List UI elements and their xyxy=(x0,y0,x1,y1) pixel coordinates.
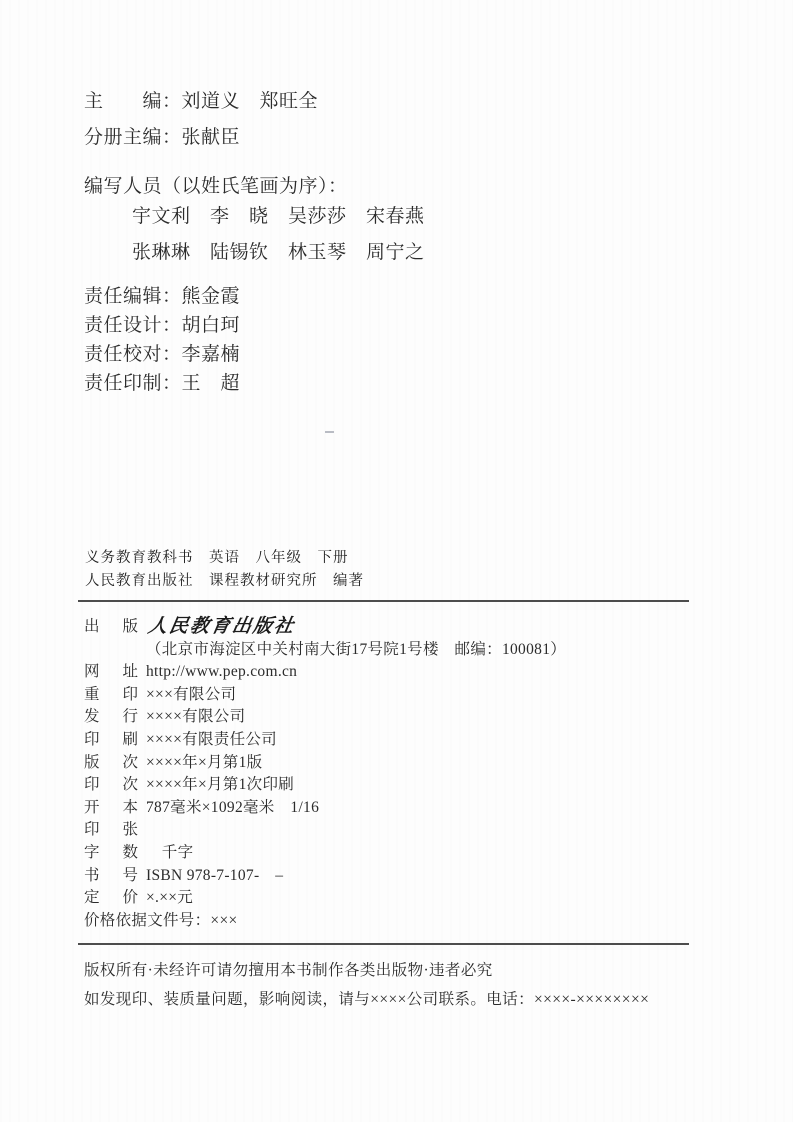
imprint-block xyxy=(84,616,566,932)
publisher-signature: 人民教育出版社 xyxy=(146,616,297,637)
imprint-row-printer xyxy=(84,729,566,752)
imprint-row-edition xyxy=(84,752,566,775)
chief-editors-block xyxy=(84,84,318,156)
imprint-value: ××××年×月第1次印刷 xyxy=(146,776,295,794)
divider-bottom xyxy=(78,943,689,945)
writers-row: 张琳琳 陆锡钦 林玉琴 周宁之 xyxy=(132,242,425,263)
divider-top xyxy=(78,600,689,602)
imprint-row-publisher xyxy=(84,616,566,639)
writers-heading: 编写人员（以姓氏笔画为序）： xyxy=(84,176,348,197)
imprint-row-printing xyxy=(84,774,566,797)
responsible-editor-label: 责任编辑： xyxy=(84,286,182,307)
responsible-designer-row xyxy=(84,311,240,340)
responsible-staff-block xyxy=(84,282,240,398)
series-title-line: 义务教育教科书 英语 八年级 下册 xyxy=(85,550,349,566)
imprint-value: 千字 xyxy=(146,843,194,861)
responsible-proofreader-name: 李嘉楠 xyxy=(181,344,241,365)
responsible-proofreader-row xyxy=(84,340,240,369)
chief-editor-names: 刘道义 郑旺全 xyxy=(181,91,319,112)
responsible-printer-row xyxy=(84,369,240,398)
imprint-row-price xyxy=(84,887,566,910)
footer-notices xyxy=(84,957,649,1014)
imprint-label xyxy=(84,639,138,662)
volume-editor-name: 张献臣 xyxy=(181,127,241,148)
imprint-row-reprint xyxy=(84,684,566,707)
imprint-value: ××××有限公司 xyxy=(146,708,246,726)
quality-notice: 如发现印、装质量问题，影响阅读，请与××××公司联系。电话：××××-×××××××× xyxy=(84,990,650,1008)
imprint-row-website xyxy=(84,661,566,684)
isbn-value: ISBN 978-7-107- – xyxy=(146,866,284,884)
writers-name-list xyxy=(132,199,425,271)
scan-speck xyxy=(325,431,334,433)
copyright-notice: 版权所有·未经许可请勿擅用本书制作各类出版物·违者必究 xyxy=(84,962,493,979)
book-title-block xyxy=(85,547,364,592)
imprint-label: 出版 xyxy=(84,618,138,635)
writers-row: 宇文利 李 晓 吴莎莎 宋春燕 xyxy=(132,206,425,227)
imprint-row-sheets xyxy=(84,819,566,842)
author-line: 人民教育出版社 课程教材研究所 编著 xyxy=(85,572,364,589)
imprint-label: 版次 xyxy=(84,753,138,771)
imprint-label: 网址 xyxy=(84,663,138,681)
volume-editor-row xyxy=(84,120,318,156)
responsible-editor-name: 熊金霞 xyxy=(181,286,241,307)
responsible-editor-row xyxy=(84,282,240,311)
imprint-label: 定价 xyxy=(84,889,138,907)
imprint-row-format xyxy=(84,797,566,820)
imprint-value: ××××年×月第1版 xyxy=(146,753,263,771)
volume-editor-label: 分册主编： xyxy=(84,127,182,148)
imprint-label: 书号 xyxy=(84,866,138,884)
price-basis-note: 价格依据文件号：××× xyxy=(84,911,238,929)
imprint-label: 发行 xyxy=(84,708,138,726)
responsible-designer-label: 责任设计： xyxy=(84,315,182,336)
imprint-value: ×××有限公司 xyxy=(146,685,237,703)
imprint-value: ××××有限责任公司 xyxy=(146,730,277,748)
imprint-label: 印张 xyxy=(84,821,138,839)
imprint-label: 开本 xyxy=(84,798,138,816)
chief-editor-row xyxy=(84,84,318,120)
responsible-proofreader-label: 责任校对： xyxy=(84,344,182,365)
responsible-designer-name: 胡白珂 xyxy=(181,315,241,336)
chief-editor-label: 主 编： xyxy=(84,91,182,112)
price-value: ×.××元 xyxy=(146,889,194,907)
imprint-label: 字数 xyxy=(84,843,138,861)
publisher-address: （北京市海淀区中关村南大街17号院1号楼 邮编：100081） xyxy=(146,640,567,658)
imprint-label: 重印 xyxy=(84,685,138,703)
imprint-row-wordcount xyxy=(84,842,566,865)
publisher-url: http://www.pep.com.cn xyxy=(146,663,298,681)
imprint-row-distributor xyxy=(84,706,566,729)
responsible-printer-name: 王 超 xyxy=(181,373,241,394)
imprint-value: 787毫米×1092毫米 1/16 xyxy=(146,798,320,816)
imprint-label: 印刷 xyxy=(84,730,138,748)
responsible-printer-label: 责任印制： xyxy=(84,373,182,394)
imprint-label: 印次 xyxy=(84,776,138,794)
imprint-row-address xyxy=(84,639,566,662)
imprint-row-isbn xyxy=(84,865,566,888)
